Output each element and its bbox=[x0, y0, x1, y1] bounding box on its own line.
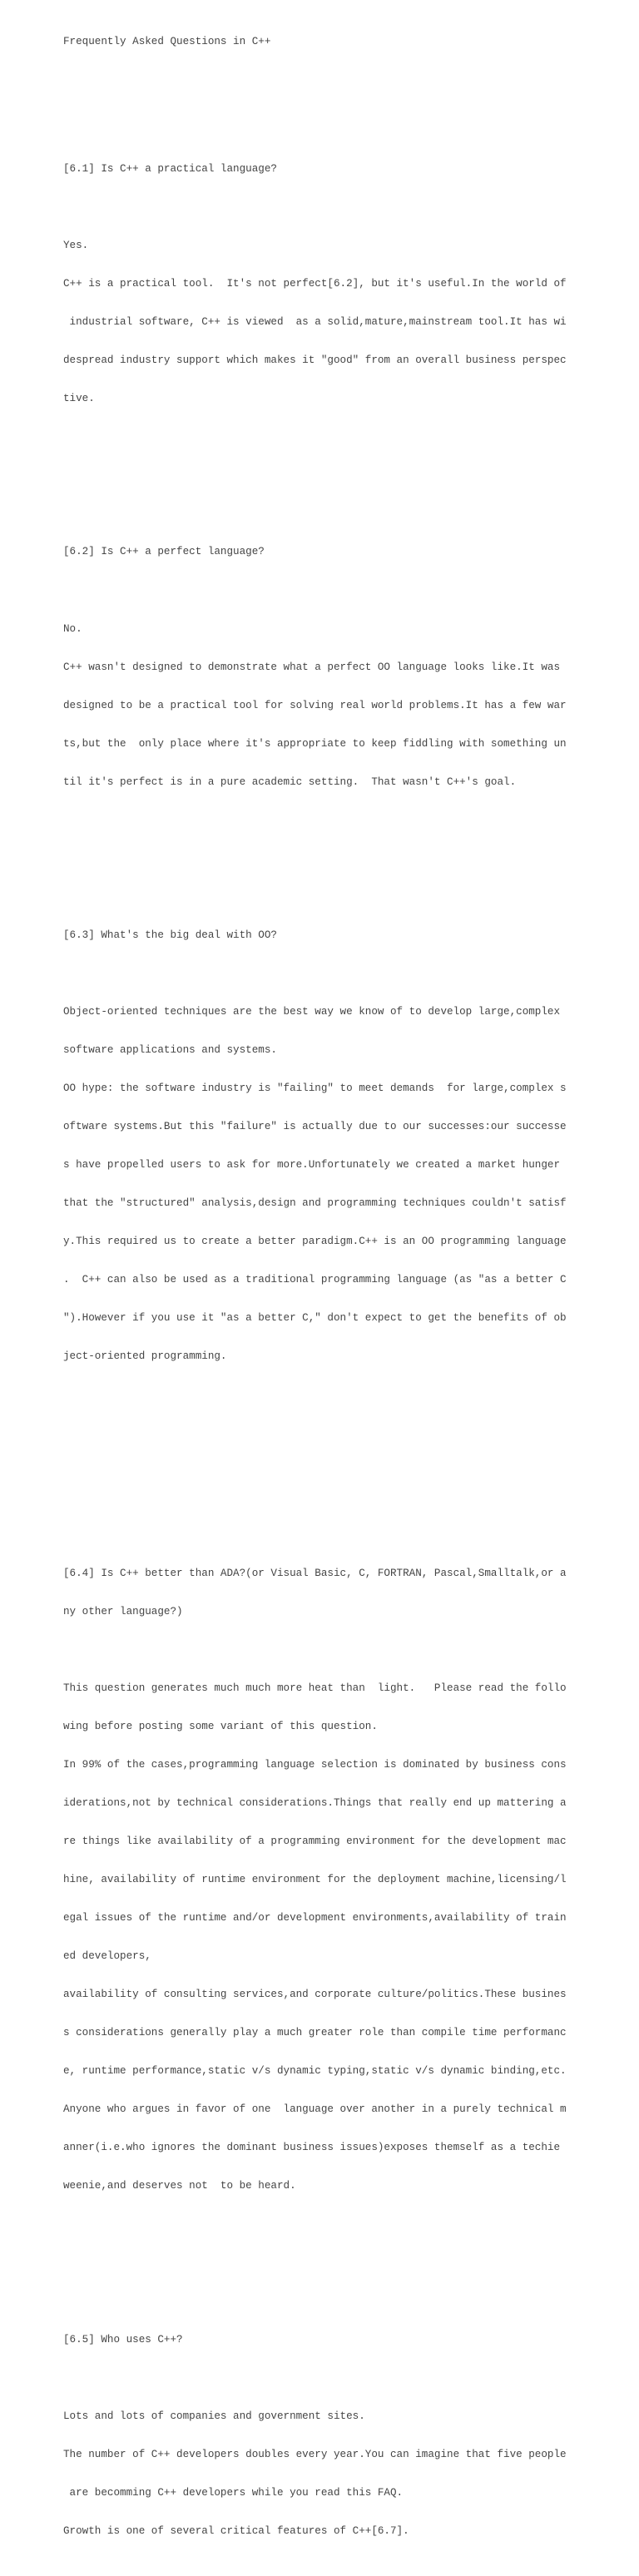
faq-section-6-1 bbox=[63, 137, 629, 431]
question-6-4-cont: ny other language?) bbox=[63, 1605, 183, 1617]
answer-line: . C++ can also be used as a traditional programming language (as "as a better C bbox=[63, 1274, 567, 1286]
spacer bbox=[63, 840, 629, 852]
answer-line: ").However if you use it "as a better C," don't expect to get the benefits of ob bbox=[63, 1312, 567, 1325]
faq-section-6-4 bbox=[63, 1542, 629, 2218]
spacer bbox=[63, 201, 629, 214]
faq-section-6-3 bbox=[63, 904, 629, 1389]
answer-line: software applications and systems. bbox=[63, 1043, 277, 1056]
answer-line: s have propelled users to ask for more.Unfortunately we created a market hunger bbox=[63, 1158, 561, 1171]
spacer bbox=[63, 1414, 629, 1491]
answer-line: ed developers, bbox=[63, 1950, 151, 1963]
answer-line: Yes. bbox=[63, 240, 89, 252]
spacer bbox=[63, 457, 629, 469]
question-6-4: [6.4] Is C++ better than ADA?(or Visual Basic, C, FORTRAN, Pascal,Smalltalk,or a bbox=[63, 1567, 567, 1579]
answer-line: s considerations generally play a much greater role than compile time performanc bbox=[63, 2027, 567, 2039]
answer-line: Growth is one of several critical features of C++[6.7]. bbox=[63, 2524, 409, 2537]
answer-line: til it's perfect is in a pure academic setting. That wasn't C++'s goal. bbox=[63, 775, 517, 788]
document-title: Frequently Asked Questions in C++ bbox=[63, 35, 271, 47]
answer-line: that the "structured" analysis,design and programming techniques couldn't satisf bbox=[63, 1196, 567, 1209]
answer-line: wing before posting some variant of this question. bbox=[63, 1721, 378, 1732]
answer-line: industrial software, C++ is viewed as a solid,mature,mainstream tool.It has wi bbox=[63, 316, 567, 329]
answer-line: In 99% of the cases,programming language selection is dominated by business cons bbox=[63, 1759, 567, 1771]
spacer bbox=[63, 584, 629, 597]
answer-line: anner(i.e.who ignores the dominant business issues)exposes themself as a techie bbox=[63, 2142, 561, 2154]
answer-line: Object-oriented techniques are the best way we know of to develop large,complex bbox=[63, 1005, 561, 1018]
answer-line: OO hype: the software industry is "failing" to meet demands for large,complex s bbox=[63, 1082, 567, 1094]
question-6-3: [6.3] What's the big deal with OO? bbox=[63, 929, 277, 941]
faq-document bbox=[63, 10, 629, 2576]
answer-line: C++ wasn't designed to demonstrate what a perfect OO language looks like.It was bbox=[63, 661, 561, 673]
answer-line: are becomming C++ developers while you read this FAQ. bbox=[63, 2486, 404, 2499]
answer-line: egal issues of the runtime and/or development environments,availability of train bbox=[63, 1912, 567, 1925]
answer-line: weenie,and deserves not to be heard. bbox=[63, 2180, 296, 2192]
answer-line: oftware systems.But this "failure" is actually due to our successes:our successe bbox=[63, 1120, 567, 1132]
faq-section-6-5 bbox=[63, 2308, 629, 2564]
answer-line: Anyone who argues in favor of one language over another in a purely technical m bbox=[63, 2103, 567, 2116]
question-6-1: [6.1] Is C++ a practical language? bbox=[63, 163, 277, 176]
answer-line: C++ is a practical tool. It's not perfect[6.2], but it's useful.In the world of bbox=[63, 278, 567, 290]
answer-line: re things like availability of a programming environment for the development mac bbox=[63, 1835, 567, 1848]
answer-line: iderations,not by technical considerations.Things that really end up mattering a bbox=[63, 1797, 567, 1810]
answer-line: No. bbox=[63, 622, 82, 635]
spacer bbox=[63, 74, 629, 87]
answer-line: availability of consulting services,and corporate culture/politics.These busines bbox=[63, 1989, 567, 2001]
answer-line: tive. bbox=[63, 393, 95, 405]
spacer bbox=[63, 1644, 629, 1657]
answer-line: e, runtime performance,static v/s dynamic typing,static v/s dynamic binding,etc. bbox=[63, 2065, 567, 2078]
spacer bbox=[63, 968, 629, 980]
answer-line: designed to be a practical tool for solving real world problems.It has a few war bbox=[63, 699, 567, 711]
answer-line: This question generates much much more heat than light. Please read the follo bbox=[63, 1682, 567, 1694]
question-6-2: [6.2] Is C++ a perfect language? bbox=[63, 546, 265, 558]
answer-line: hine, availability of runtime environment for the deployment machine,licensing/l bbox=[63, 1874, 567, 1886]
spacer bbox=[63, 2244, 629, 2256]
answer-line: y.This required us to create a better paradigm.C++ is an OO programming language bbox=[63, 1236, 567, 1247]
question-6-5: [6.5] Who uses C++? bbox=[63, 2333, 183, 2346]
answer-line: The number of C++ developers doubles every year.You can imagine that five people bbox=[63, 2448, 567, 2460]
spacer bbox=[63, 2372, 629, 2385]
answer-line: Lots and lots of companies and government sites. bbox=[63, 2410, 365, 2422]
answer-line: ject-oriented programming. bbox=[63, 1350, 227, 1363]
answer-line: ts,but the only place where it's appropriate to keep fiddling with something un bbox=[63, 737, 567, 750]
faq-section-6-2 bbox=[63, 521, 629, 815]
answer-line: despread industry support which makes it "good" from an overall business perspec bbox=[63, 354, 567, 367]
